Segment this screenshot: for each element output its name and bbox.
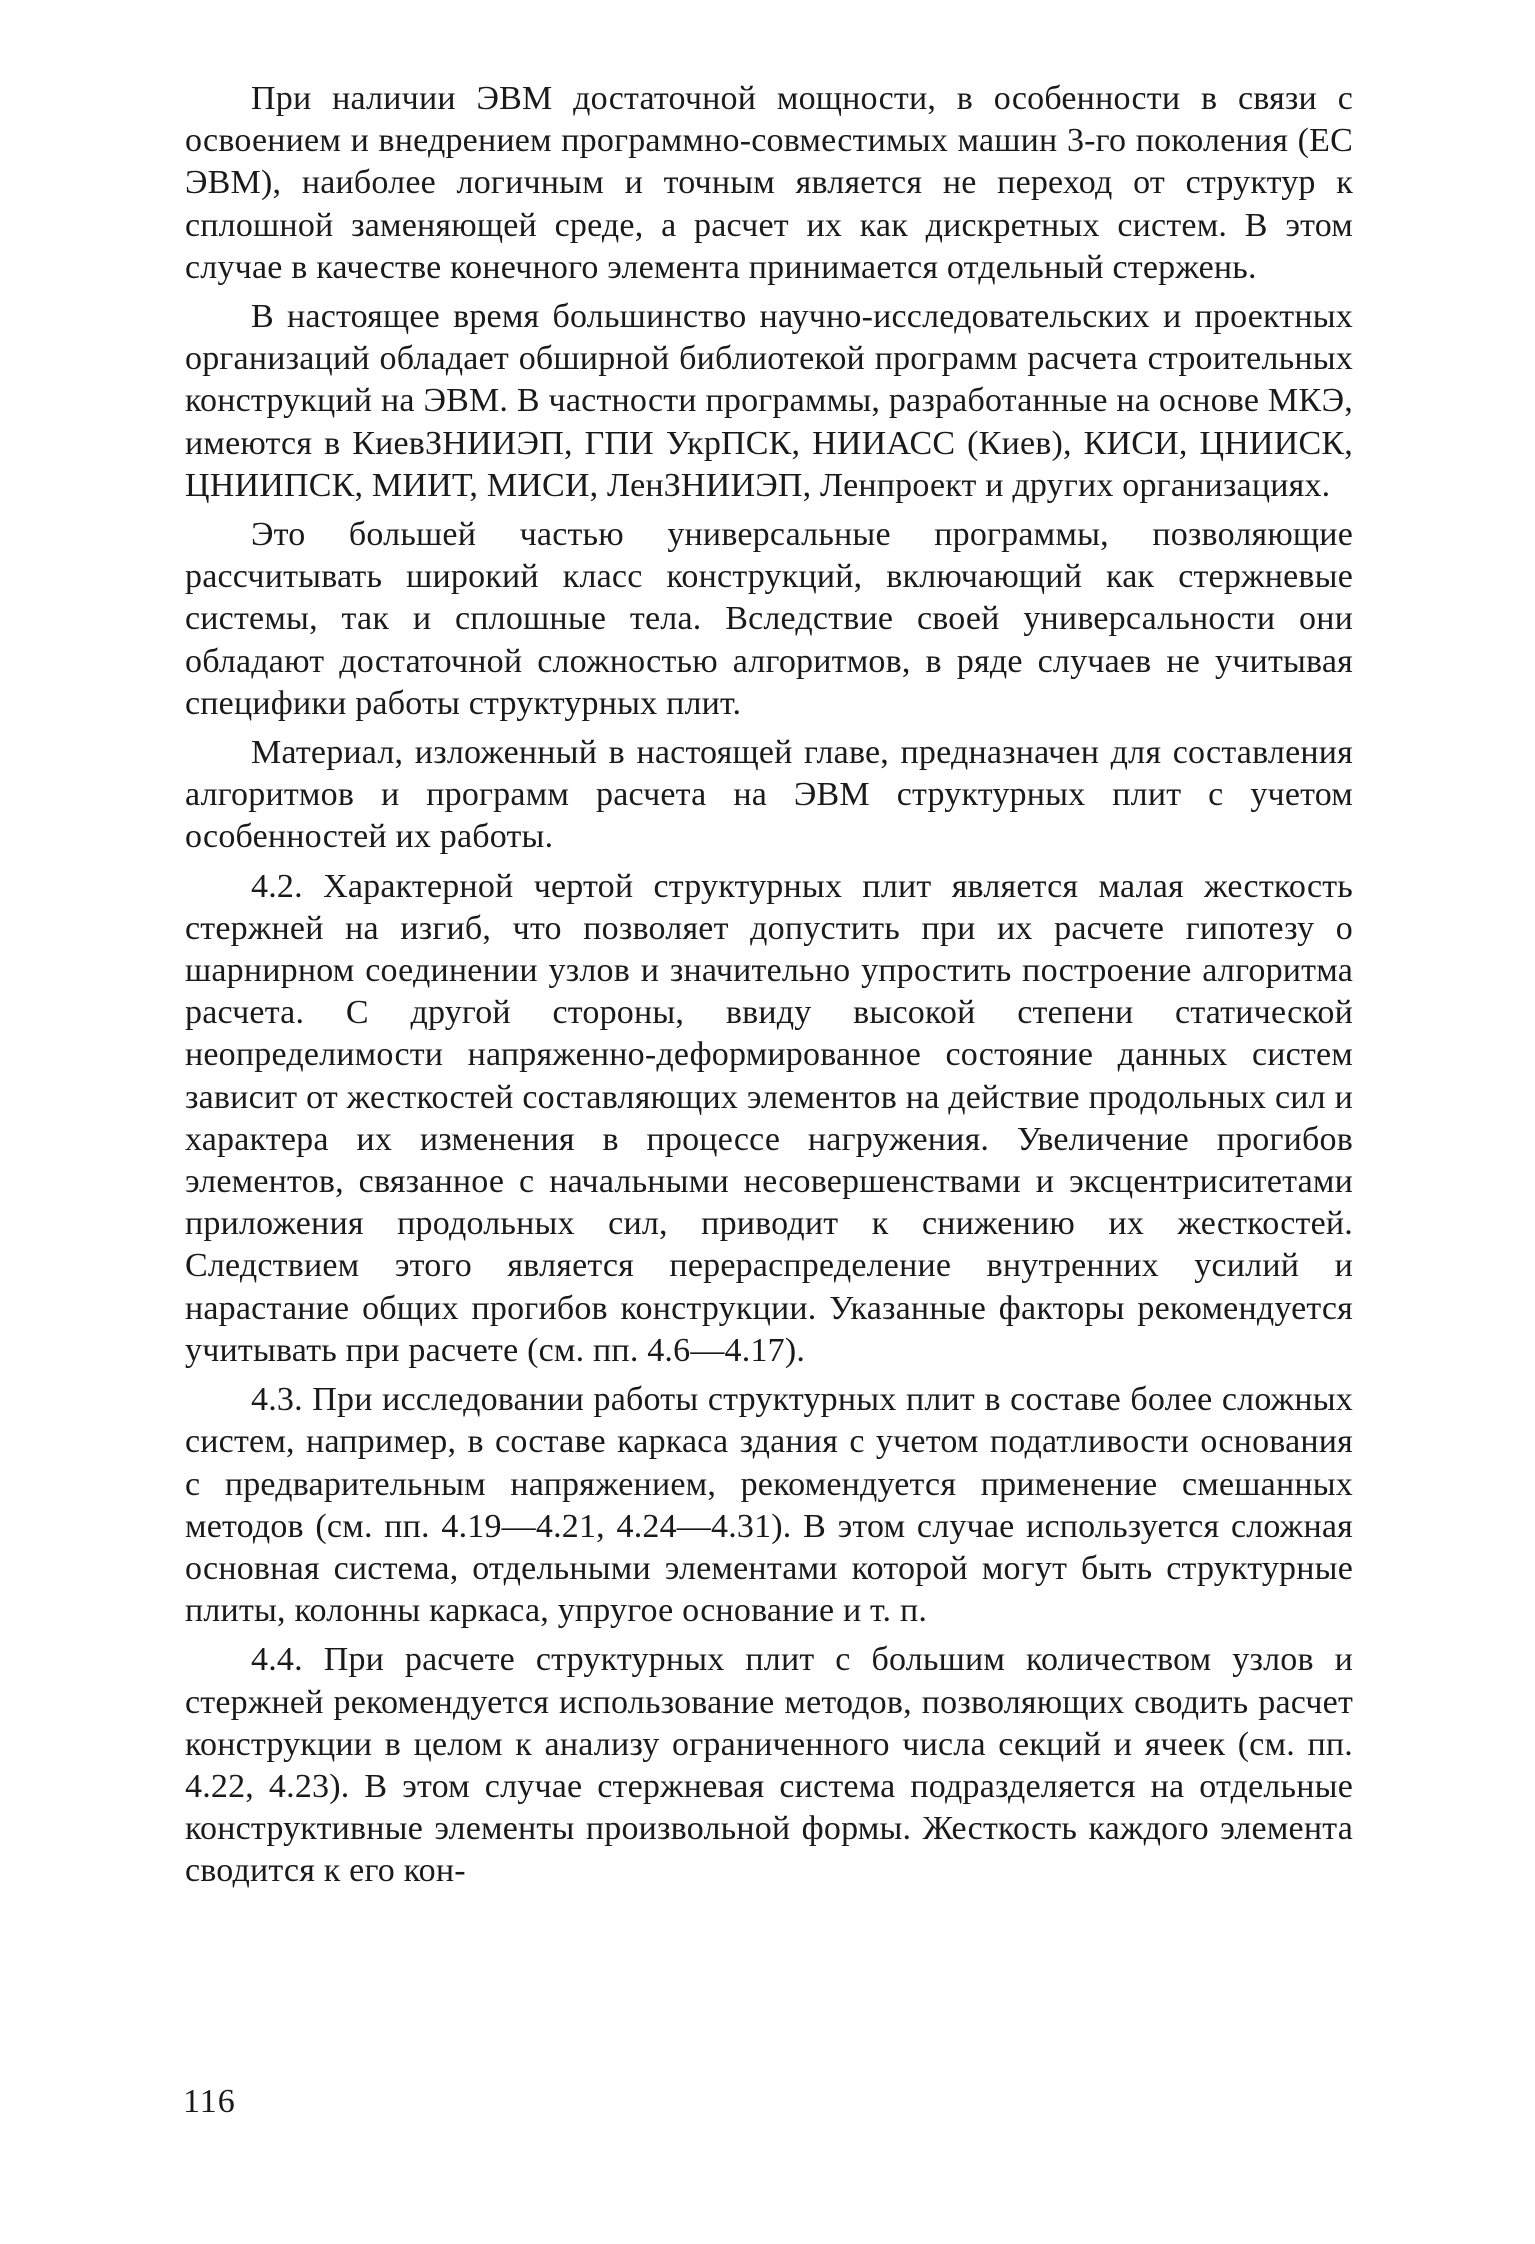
paragraph-chapter-purpose: Материал, изложенный в настоящей главе, предназначен для составления алгоритмов и программ расчета на ЭВМ структурных плит с учетом особенностей их работы. [185, 734, 1353, 856]
paragraph-section-4-4: 4.4. При расчете структурных плит с большим количеством узлов и стержней рекомендуется использование методов, позволяющих сводить расчет конструкции в целом к анализу ограниченного числа секций и ячеек (см. пп. 4.22, 4.23). В этом случае стержневая система подразделяется на отдельные конструктивные элементы произвольной формы. Жесткость каждого элемента сводится к его кон- [185, 1641, 1353, 1890]
page-number: 116 [183, 2083, 236, 2120]
paragraph-program-libraries: В настоящее время большинство научно-исследовательских и проектных организаций обладает обширной библиотекой программ расчета строительных конструкций на ЭВМ. В частности программы, разработанные на основе МКЭ, имеются в КиевЗНИИЭП, ГПИ УкрПСК, НИИАСС (Киев), КИСИ, ЦНИИСК, ЦНИИПСК, МИИТ, МИСИ, ЛенЗНИИЭП, Ленпроект и других организациях. [185, 298, 1353, 504]
paragraph-section-4-3: 4.3. При исследовании работы структурных плит в составе более сложных систем, например, в составе каркаса здания с учетом податливости основания с предварительным напряжением, рекомендуется применение смешанных методов (см. пп. 4.19—4.21, 4.24—4.31). В этом случае используется сложная основная система, отдельными элементами которой могут быть структурные плиты, колонны каркаса, упругое основание и т. п. [185, 1381, 1353, 1630]
paragraph-universal-programs: Это большей частью универсальные программы, позволяющие рассчитывать широкий класс конструкций, включающий как стержневые системы, так и сплошные тела. Вследствие своей универсальности они обладают достаточной сложностью алгоритмов, в ряде случаев не учитывая специфики работы структурных плит. [185, 516, 1353, 722]
paragraph-section-4-2: 4.2. Характерной чертой структурных плит является малая жесткость стержней на изгиб, что позволяет допустить при их расчете гипотезу о шарнирном соединении узлов и значительно упростить построение алгоритма расчета. С другой стороны, ввиду высокой степени статической неопределимости напряженно-деформированное состояние данных систем зависит от жесткостей составляющих элементов на действие продольных сил и характера их изменения в процессе нагружения. Увеличение прогибов элементов, связанное с начальными несовершенствами и эксцентриситетами приложения продольных сил, приводит к снижению их жесткостей. Следствием этого является перераспределение внутренних усилий и нарастание общих прогибов конструкции. Указанные факторы рекомендуется учитывать при расчете (см. пп. 4.6—4.17). [185, 867, 1353, 1369]
paragraph-ebm-discrete-systems: При наличии ЭВМ достаточной мощности, в особенности в связи с освоением и внедрением программно-совместимых машин 3-го поколения (ЕС ЭВМ), наиболее логичным и точным является не переход от структур к сплошной заменяющей среде, а расчет их как дискретных систем. В этом случае в качестве конечного элемента принимается отдельный стержень. [185, 80, 1353, 286]
page-body [185, 78, 1353, 1893]
